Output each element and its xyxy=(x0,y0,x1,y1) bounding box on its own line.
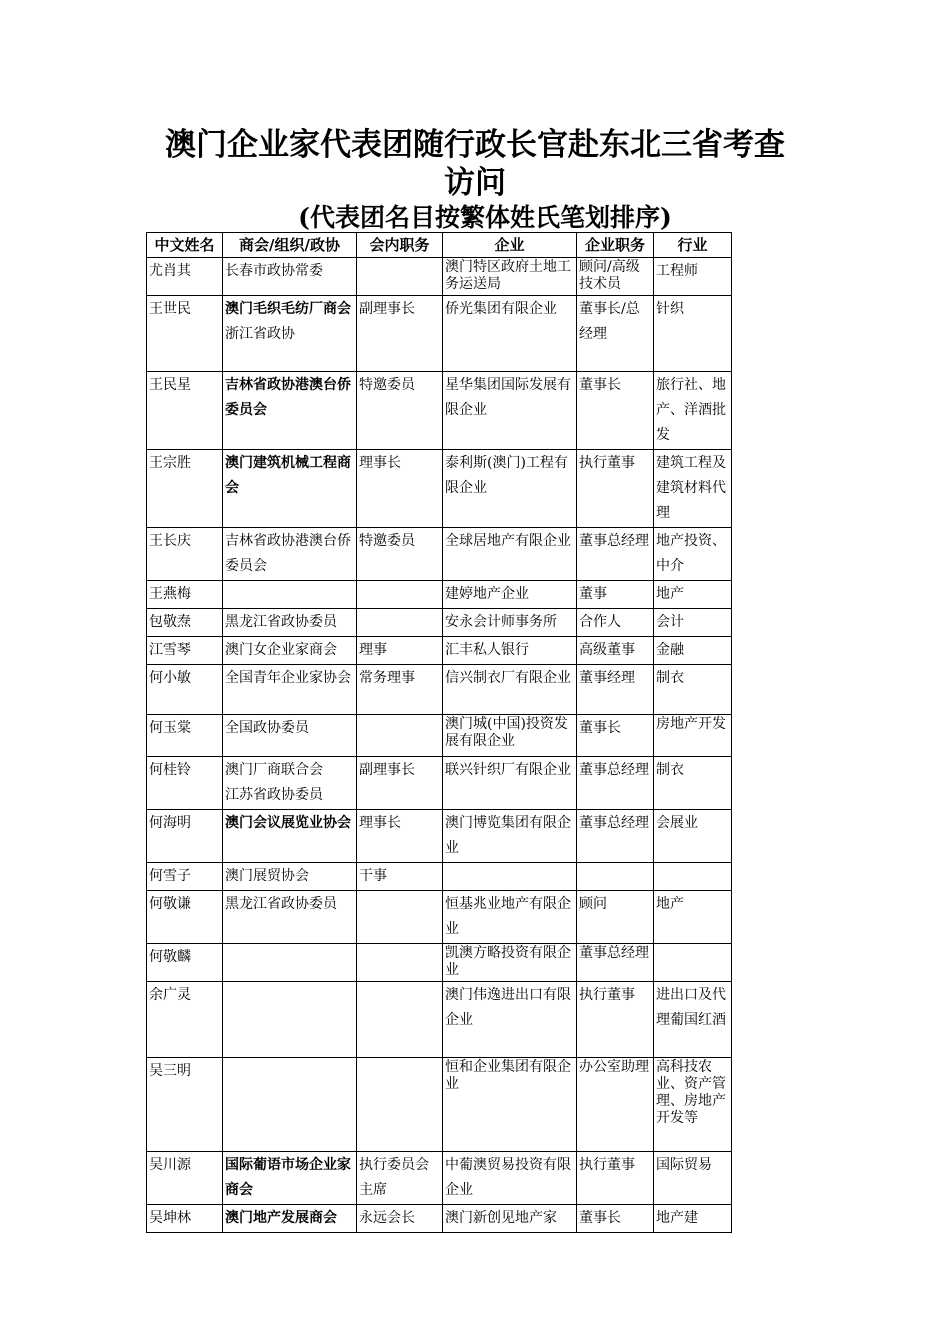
table-row xyxy=(147,757,732,810)
cell-title: 高级董事 xyxy=(577,637,654,665)
cell-title: 办公室助理 xyxy=(577,1058,654,1152)
column-header-title: 企业职务 xyxy=(577,233,654,258)
cell-industry: 会展业 xyxy=(654,810,732,863)
cell-post xyxy=(357,715,443,757)
cell-company: 凯澳方略投资有限企业 xyxy=(443,944,577,982)
cell-org xyxy=(223,1058,357,1152)
cell-company: 澳门博览集团有限企业 xyxy=(443,810,577,863)
cell-org xyxy=(223,757,357,810)
cell-post xyxy=(357,891,443,944)
cell-org: 吉林省政协港澳台侨委员会 xyxy=(223,372,357,450)
cell-name: 江雪琴 xyxy=(147,637,223,665)
column-header-name: 中文姓名 xyxy=(147,233,223,258)
cell-industry: 会计 xyxy=(654,609,732,637)
cell-org: 吉林省政协港澳台侨委员会 xyxy=(223,528,357,581)
cell-company: 泰利斯(澳门)工程有限企业 xyxy=(443,450,577,528)
cell-name: 王世民 xyxy=(147,296,223,372)
table-row xyxy=(147,528,732,581)
cell-company: 澳门新创见地产家 xyxy=(443,1205,577,1233)
cell-title: 董事总经理 xyxy=(577,944,654,982)
cell-company xyxy=(443,863,577,891)
cell-title: 董事总经理 xyxy=(577,528,654,581)
cell-title: 顾问/高级技术员 xyxy=(577,258,654,296)
table-header-row xyxy=(147,233,732,258)
cell-industry: 地产 xyxy=(654,891,732,944)
table-row xyxy=(147,665,732,715)
cell-industry: 金融 xyxy=(654,637,732,665)
cell-company: 恒基兆业地产有限企业 xyxy=(443,891,577,944)
cell-title: 董事长 xyxy=(577,1205,654,1233)
cell-org: 澳门展贸协会 xyxy=(223,863,357,891)
cell-company: 澳门伟逸进出口有限企业 xyxy=(443,982,577,1058)
cell-org xyxy=(223,982,357,1058)
cell-industry: 高科技农业、资产管理、房地产开发等 xyxy=(654,1058,732,1152)
cell-name: 包敬焘 xyxy=(147,609,223,637)
table-row xyxy=(147,1205,732,1233)
cell-post xyxy=(357,609,443,637)
table-row xyxy=(147,450,732,528)
cell-industry: 工程师 xyxy=(654,258,732,296)
cell-name: 吴川源 xyxy=(147,1152,223,1205)
cell-title: 董事长/总经理 xyxy=(577,296,654,372)
cell-title: 合作人 xyxy=(577,609,654,637)
cell-post: 永远会长 xyxy=(357,1205,443,1233)
cell-name: 吴三明 xyxy=(147,1058,223,1152)
cell-org: 澳门地产发展商会 xyxy=(223,1205,357,1233)
table-row xyxy=(147,296,732,372)
org-primary: 澳门厂商联合会 xyxy=(225,762,323,778)
cell-post: 执行委员会主席 xyxy=(357,1152,443,1205)
table-row xyxy=(147,982,732,1058)
table-row xyxy=(147,715,732,757)
cell-post xyxy=(357,581,443,609)
table-row xyxy=(147,609,732,637)
cell-title xyxy=(577,863,654,891)
cell-org: 澳门女企业家商会 xyxy=(223,637,357,665)
cell-org: 国际葡语市场企业家商会 xyxy=(223,1152,357,1205)
cell-industry: 房地产开发 xyxy=(654,715,732,757)
cell-company: 侨光集团有限企业 xyxy=(443,296,577,372)
cell-company: 恒和企业集团有限企业 xyxy=(443,1058,577,1152)
cell-post xyxy=(357,982,443,1058)
cell-company: 澳门城(中国)投资发展有限企业 xyxy=(443,715,577,757)
cell-title: 顾问 xyxy=(577,891,654,944)
table-row xyxy=(147,810,732,863)
cell-name: 余广灵 xyxy=(147,982,223,1058)
cell-company: 澳门特区政府土地工务运送局 xyxy=(443,258,577,296)
cell-company: 信兴制衣厂有限企业 xyxy=(443,665,577,715)
org-primary: 澳门毛织毛纺厂商会 xyxy=(225,301,351,317)
cell-post xyxy=(357,258,443,296)
cell-name: 何敬谦 xyxy=(147,891,223,944)
cell-org xyxy=(223,944,357,982)
cell-name: 何桂铃 xyxy=(147,757,223,810)
table-row xyxy=(147,1152,732,1205)
cell-title: 董事长 xyxy=(577,372,654,450)
cell-post: 理事长 xyxy=(357,810,443,863)
cell-org: 黑龙江省政协委员 xyxy=(223,609,357,637)
cell-company: 汇丰私人银行 xyxy=(443,637,577,665)
document-subtitle: (代表团名目按繁体姓氏笔划排序) xyxy=(298,203,672,232)
table-row xyxy=(147,891,732,944)
cell-industry: 地产 xyxy=(654,581,732,609)
org-secondary: 江苏省政协委员 xyxy=(225,787,323,803)
cell-org xyxy=(223,581,357,609)
cell-title: 董事长 xyxy=(577,715,654,757)
cell-company: 建婷地产企业 xyxy=(443,581,577,609)
column-header-company: 企业 xyxy=(443,233,577,258)
table-row xyxy=(147,1058,732,1152)
cell-post: 理事长 xyxy=(357,450,443,528)
cell-title: 董事 xyxy=(577,581,654,609)
table-row xyxy=(147,863,732,891)
cell-title: 董事总经理 xyxy=(577,757,654,810)
cell-company: 联兴针织厂有限企业 xyxy=(443,757,577,810)
table-row xyxy=(147,581,732,609)
cell-org: 全国青年企业家协会 xyxy=(223,665,357,715)
cell-industry xyxy=(654,863,732,891)
cell-org xyxy=(223,296,357,372)
cell-name: 尤肖其 xyxy=(147,258,223,296)
cell-industry: 制衣 xyxy=(654,665,732,715)
cell-org: 长春市政协常委 xyxy=(223,258,357,296)
cell-industry xyxy=(654,944,732,982)
cell-post xyxy=(357,944,443,982)
cell-title: 董事总经理 xyxy=(577,810,654,863)
cell-name: 何雪子 xyxy=(147,863,223,891)
table-row xyxy=(147,372,732,450)
cell-org: 全国政协委员 xyxy=(223,715,357,757)
cell-post: 特邀委员 xyxy=(357,372,443,450)
table-row xyxy=(147,944,732,982)
cell-title: 执行董事 xyxy=(577,1152,654,1205)
org-secondary: 浙江省政协 xyxy=(225,326,295,342)
column-header-org: 商会/组织/政协 xyxy=(223,233,357,258)
cell-name: 王长庆 xyxy=(147,528,223,581)
cell-name: 王燕梅 xyxy=(147,581,223,609)
cell-post: 理事 xyxy=(357,637,443,665)
cell-title: 执行董事 xyxy=(577,982,654,1058)
column-header-post: 会内职务 xyxy=(357,233,443,258)
cell-org: 澳门会议展览业协会 xyxy=(223,810,357,863)
cell-industry: 地产投资、中介 xyxy=(654,528,732,581)
cell-industry: 制衣 xyxy=(654,757,732,810)
cell-industry: 进出口及代理葡国红酒 xyxy=(654,982,732,1058)
table-row xyxy=(147,258,732,296)
cell-name: 王宗胜 xyxy=(147,450,223,528)
cell-post xyxy=(357,1058,443,1152)
cell-post: 常务理事 xyxy=(357,665,443,715)
document-title-line1: 澳门企业家代表团随行政长官赴东北三省考查 xyxy=(165,127,785,163)
cell-industry: 国际贸易 xyxy=(654,1152,732,1205)
cell-industry: 地产建 xyxy=(654,1205,732,1233)
delegation-table xyxy=(146,232,732,1233)
cell-post: 干事 xyxy=(357,863,443,891)
cell-company: 全球居地产有限企业 xyxy=(443,528,577,581)
cell-name: 王民星 xyxy=(147,372,223,450)
cell-org: 澳门建筑机械工程商会 xyxy=(223,450,357,528)
cell-title: 执行董事 xyxy=(577,450,654,528)
cell-org: 黑龙江省政协委员 xyxy=(223,891,357,944)
cell-post: 副理事长 xyxy=(357,296,443,372)
cell-industry: 旅行社、地产、洋酒批发 xyxy=(654,372,732,450)
cell-industry: 建筑工程及建筑材料代理 xyxy=(654,450,732,528)
cell-name: 何小敏 xyxy=(147,665,223,715)
cell-name: 吴坤林 xyxy=(147,1205,223,1233)
column-header-industry: 行业 xyxy=(654,233,732,258)
cell-post: 特邀委员 xyxy=(357,528,443,581)
document-title-line2: 访问 xyxy=(444,165,506,201)
cell-title: 董事经理 xyxy=(577,665,654,715)
cell-company: 安永会计师事务所 xyxy=(443,609,577,637)
cell-company: 星华集团国际发展有限企业 xyxy=(443,372,577,450)
cell-company: 中葡澳贸易投资有限企业 xyxy=(443,1152,577,1205)
table-row xyxy=(147,637,732,665)
cell-name: 何海明 xyxy=(147,810,223,863)
cell-name: 何敬麟 xyxy=(147,944,223,982)
cell-post: 副理事长 xyxy=(357,757,443,810)
cell-industry: 针织 xyxy=(654,296,732,372)
cell-name: 何玉棠 xyxy=(147,715,223,757)
